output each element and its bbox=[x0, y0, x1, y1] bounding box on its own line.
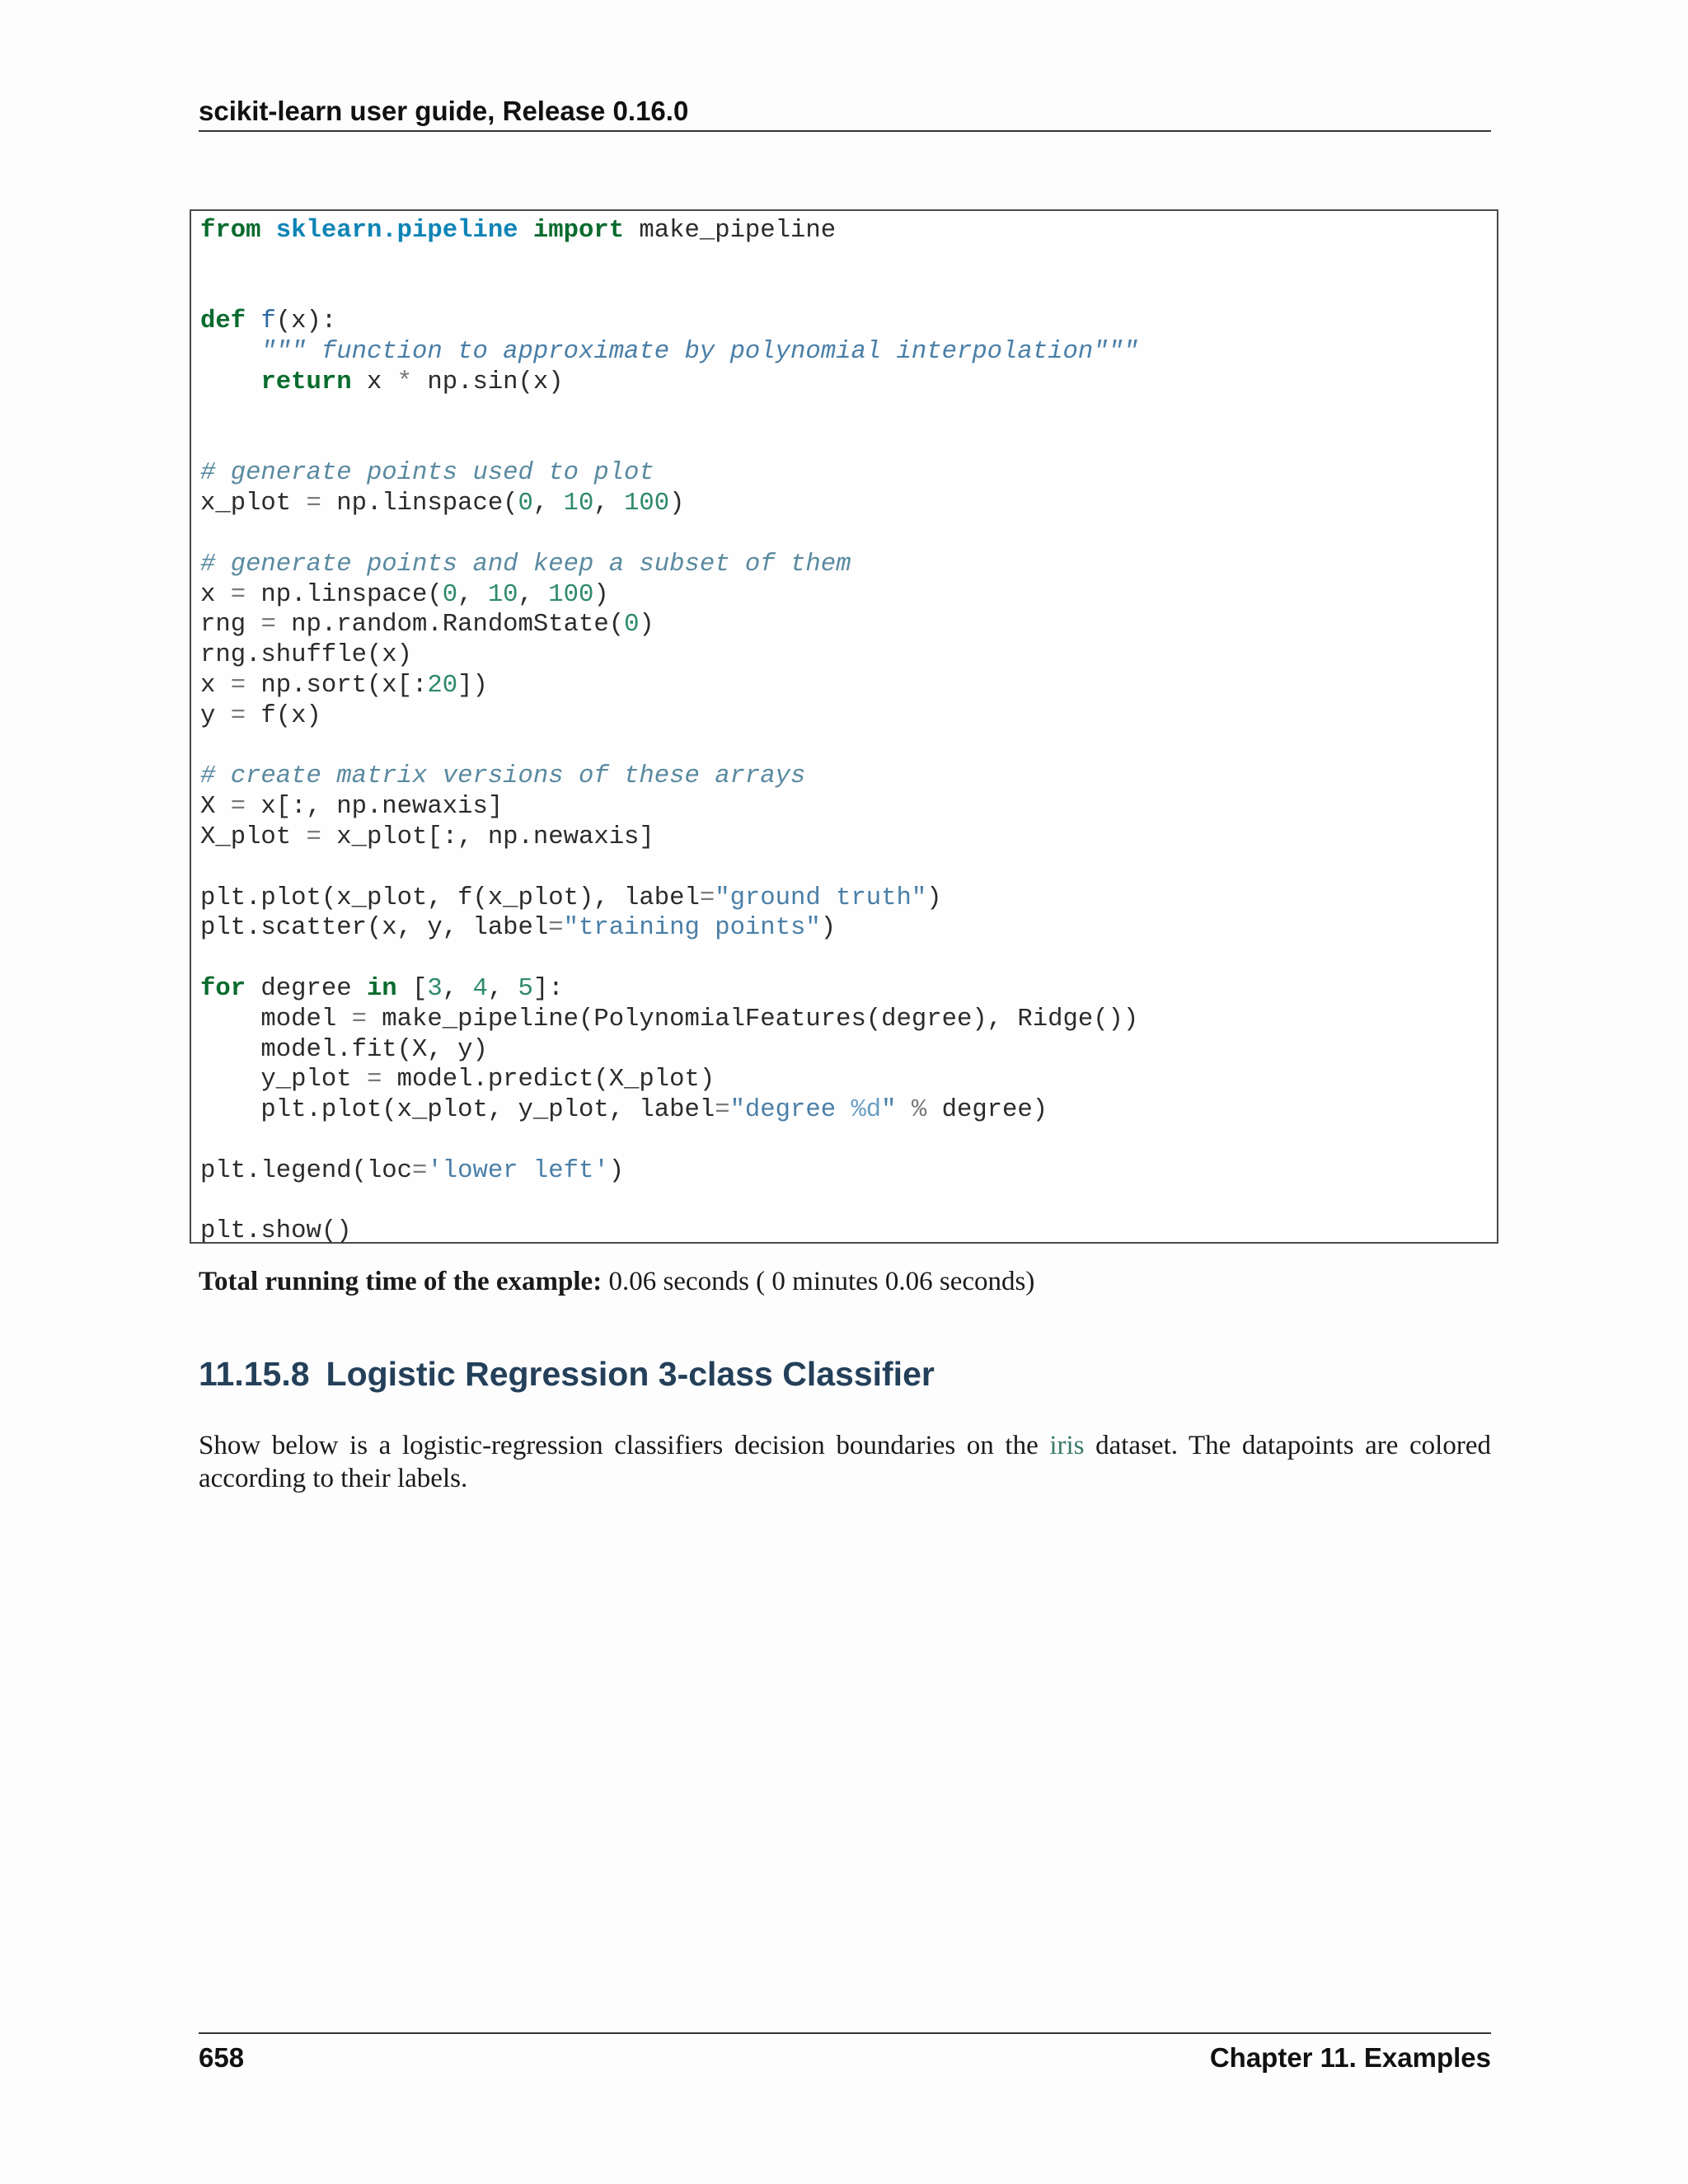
code-token: plt.plot(x_plot, y_plot, label bbox=[200, 1096, 715, 1125]
code-token: ) bbox=[926, 883, 942, 912]
code-token: = bbox=[230, 580, 246, 609]
code-token: model.fit(X, y) bbox=[200, 1035, 488, 1064]
code-token: degree bbox=[246, 974, 367, 1003]
code-line bbox=[200, 640, 1138, 671]
code-token: y bbox=[200, 701, 231, 730]
code-token: = bbox=[715, 1096, 730, 1125]
code-token bbox=[200, 338, 260, 366]
code-token: ) bbox=[593, 580, 609, 609]
code-token: ]) bbox=[457, 671, 488, 700]
running-time bbox=[199, 1267, 1034, 1297]
code-line bbox=[200, 216, 1138, 246]
code-token: np.sin(x) bbox=[412, 368, 564, 396]
code-line bbox=[200, 550, 1138, 580]
code-line bbox=[200, 277, 1138, 307]
code-token: 0 bbox=[518, 490, 533, 518]
code-token: 100 bbox=[548, 580, 594, 609]
code-token: = bbox=[306, 490, 321, 518]
code-line bbox=[200, 974, 1138, 1005]
code-line bbox=[200, 853, 1138, 883]
code-token: f(x) bbox=[246, 701, 321, 730]
code-token bbox=[260, 217, 275, 245]
code-token: 10 bbox=[487, 580, 518, 609]
running-time-label: Total running time of the example: bbox=[199, 1267, 603, 1296]
code-line bbox=[200, 1156, 1138, 1187]
code-token: np.linspace( bbox=[246, 580, 443, 609]
code-token: = bbox=[260, 611, 276, 640]
code-line bbox=[200, 732, 1138, 762]
code-token bbox=[200, 368, 260, 396]
code-token: # generate points used to plot bbox=[200, 459, 654, 488]
code-token: "training points" bbox=[563, 914, 821, 943]
header-title: scikit-learn user guide, Release 0.16.0 bbox=[199, 96, 689, 126]
code-token: rng bbox=[200, 611, 261, 640]
code-line bbox=[200, 307, 1138, 337]
code-line bbox=[200, 792, 1138, 823]
code-line bbox=[200, 398, 1138, 429]
code-token: " bbox=[881, 1096, 897, 1125]
code-token: degree) bbox=[926, 1096, 1048, 1125]
code-token: 100 bbox=[624, 490, 670, 518]
code-token: x bbox=[351, 368, 397, 396]
running-time-value: 0.06 seconds ( 0 minutes 0.06 seconds) bbox=[602, 1267, 1035, 1296]
code-line bbox=[200, 913, 1138, 944]
code-line bbox=[200, 762, 1138, 792]
code-token: model bbox=[200, 1005, 352, 1033]
code-token: * bbox=[396, 368, 413, 396]
code-token bbox=[246, 307, 260, 335]
code-token: y_plot bbox=[200, 1066, 367, 1094]
code-line bbox=[200, 1216, 1138, 1247]
code-line bbox=[200, 337, 1138, 368]
code-token: , bbox=[532, 490, 564, 518]
code-token: , bbox=[593, 490, 625, 518]
code-token: 0 bbox=[442, 580, 458, 609]
paragraph-text-after: dataset. The datapoints are colored according to their labels. bbox=[199, 1431, 1491, 1493]
code-token: = bbox=[351, 1005, 367, 1033]
code-token: model.predict(X_plot) bbox=[382, 1066, 715, 1094]
code-token: plt.plot(x_plot, f(x_plot), label bbox=[200, 883, 700, 912]
code-token: = bbox=[548, 914, 564, 943]
code-line bbox=[200, 1187, 1138, 1217]
code-token: 4 bbox=[472, 974, 488, 1003]
code-token: x_plot bbox=[200, 490, 307, 518]
code-token: import bbox=[532, 217, 625, 245]
code-token: x bbox=[200, 580, 231, 609]
code-line bbox=[200, 1065, 1138, 1095]
code-line bbox=[200, 368, 1138, 398]
code-token: = bbox=[306, 823, 321, 851]
code-token: np.linspace( bbox=[321, 490, 518, 518]
code-token: = bbox=[230, 701, 246, 730]
code-line bbox=[200, 519, 1138, 550]
body-paragraph bbox=[199, 1429, 1491, 1495]
code-line bbox=[200, 1126, 1138, 1156]
iris-link[interactable]: iris bbox=[1049, 1431, 1085, 1460]
code-token: ) bbox=[639, 611, 654, 640]
code-token: np.random.RandomState( bbox=[275, 611, 625, 640]
code-token bbox=[518, 217, 533, 245]
code-token: ) bbox=[669, 490, 685, 518]
code-token: 0 bbox=[624, 611, 640, 640]
code-block bbox=[190, 209, 1498, 1244]
code-token: ) bbox=[608, 1156, 625, 1185]
code-token: plt.legend(loc bbox=[200, 1156, 413, 1185]
code-token: 10 bbox=[563, 490, 594, 518]
code-token: # generate points and keep a subset of them bbox=[200, 550, 851, 579]
code-token: "ground truth" bbox=[715, 883, 927, 912]
code-line bbox=[200, 944, 1138, 974]
footer-chapter-title: Chapter 11. Examples bbox=[1209, 2042, 1491, 2073]
code-token: 20 bbox=[427, 671, 458, 700]
code-line bbox=[200, 701, 1138, 732]
code-line bbox=[200, 458, 1138, 489]
code-token: x bbox=[200, 671, 231, 700]
code-listing bbox=[200, 216, 1138, 1247]
code-token: = bbox=[412, 1156, 428, 1185]
code-line bbox=[200, 429, 1138, 459]
code-token: 'lower left' bbox=[427, 1156, 609, 1185]
code-line bbox=[200, 246, 1138, 277]
code-token: for bbox=[200, 974, 246, 1003]
page-header bbox=[199, 91, 1491, 132]
code-token: = bbox=[699, 883, 715, 912]
section-title: Logistic Regression 3-class Classifier bbox=[326, 1355, 935, 1393]
code-line bbox=[200, 883, 1138, 914]
code-token: 5 bbox=[518, 974, 533, 1003]
code-line bbox=[200, 1005, 1138, 1035]
code-line bbox=[200, 1035, 1138, 1066]
section-heading bbox=[199, 1355, 935, 1394]
code-token: np.sort(x[: bbox=[246, 671, 428, 700]
code-token bbox=[897, 1096, 912, 1124]
code-token: make_pipeline bbox=[624, 217, 837, 245]
code-token: from bbox=[200, 217, 261, 245]
code-token: = bbox=[366, 1066, 382, 1094]
code-token: # create matrix versions of these arrays bbox=[200, 762, 806, 791]
code-token: sklearn.pipeline bbox=[275, 217, 518, 245]
code-token: return bbox=[260, 368, 352, 396]
code-line bbox=[200, 1095, 1138, 1126]
code-line bbox=[200, 489, 1138, 519]
code-token: , bbox=[457, 580, 488, 609]
code-token: plt.scatter(x, y, label bbox=[200, 914, 549, 943]
code-token: f bbox=[260, 307, 276, 336]
code-token: plt.show() bbox=[200, 1217, 352, 1246]
code-line bbox=[200, 580, 1138, 611]
code-token: , bbox=[487, 974, 518, 1003]
code-line bbox=[200, 671, 1138, 701]
code-token: ) bbox=[820, 914, 837, 943]
code-line bbox=[200, 823, 1138, 853]
code-token: in bbox=[366, 974, 397, 1003]
code-token: X bbox=[200, 793, 231, 822]
code-line bbox=[200, 610, 1138, 640]
code-token: rng.shuffle(x) bbox=[200, 641, 413, 670]
paragraph-text-before: Show below is a logistic-regression classifiers decision boundaries on the bbox=[199, 1431, 1050, 1460]
footer-page-number: 658 bbox=[199, 2042, 245, 2073]
code-token: = bbox=[230, 793, 246, 822]
section-number: 11.15.8 bbox=[199, 1355, 310, 1393]
code-token: def bbox=[200, 307, 246, 336]
code-token: ]: bbox=[532, 974, 564, 1003]
code-token: , bbox=[518, 580, 549, 609]
code-token: make_pipeline(PolynomialFeatures(degree), Ridge()) bbox=[366, 1005, 1139, 1033]
code-token: "degree bbox=[729, 1096, 851, 1125]
code-token: % bbox=[911, 1096, 927, 1125]
code-token: [ bbox=[396, 974, 428, 1003]
code-token: (x): bbox=[275, 307, 337, 336]
page-footer bbox=[199, 2032, 1491, 2074]
code-token: %d bbox=[851, 1096, 882, 1125]
code-token: x_plot[:, np.newaxis] bbox=[321, 823, 654, 851]
code-token: , bbox=[442, 974, 473, 1003]
code-token: 3 bbox=[427, 974, 443, 1003]
code-token: X_plot bbox=[200, 823, 307, 851]
code-token: """ function to approximate by polynomial interpolation""" bbox=[260, 338, 1139, 367]
code-token: x[:, np.newaxis] bbox=[246, 793, 504, 822]
code-token: = bbox=[230, 671, 246, 700]
